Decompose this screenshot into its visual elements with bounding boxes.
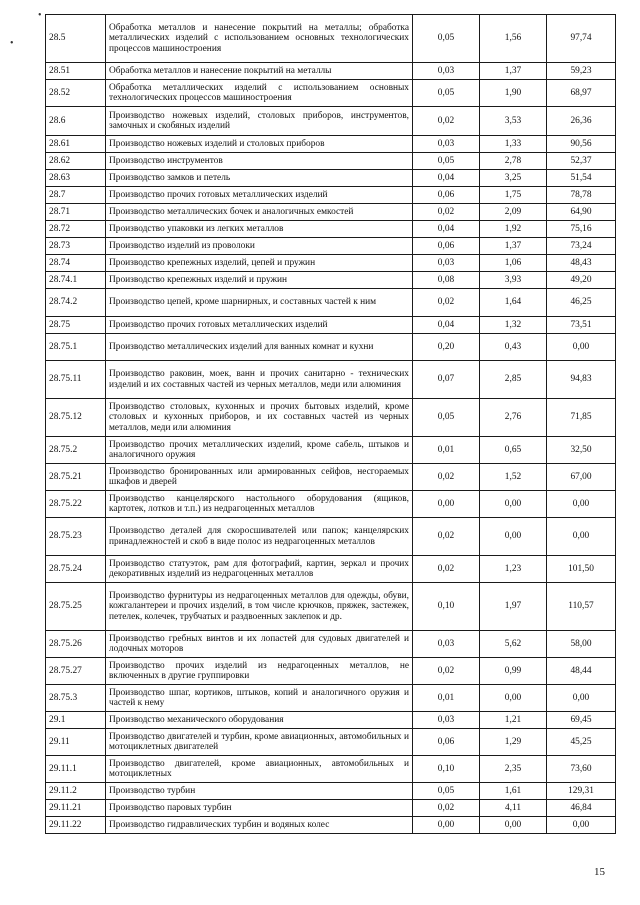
row-name: Производство металлических изделий для ванных комнат и кухни [106, 334, 413, 361]
row-code: 29.11.21 [46, 800, 106, 817]
table-row [46, 170, 616, 187]
row-value-3: 0,00 [547, 817, 616, 834]
row-value-2: 1,61 [480, 783, 547, 800]
row-code: 28.75.24 [46, 556, 106, 583]
row-value-2: 1,33 [480, 136, 547, 153]
row-value-2: 1,75 [480, 187, 547, 204]
row-value-1: 0,03 [413, 712, 480, 729]
table-row [46, 756, 616, 783]
row-code: 28.75 [46, 317, 106, 334]
table-row [46, 685, 616, 712]
row-value-2: 1,06 [480, 255, 547, 272]
row-name: Производство крепежных изделий, цепей и пружин [106, 255, 413, 272]
row-value-2: 2,76 [480, 399, 547, 437]
table-row [46, 317, 616, 334]
table-row [46, 399, 616, 437]
row-value-2: 1,56 [480, 15, 547, 63]
table-row [46, 464, 616, 491]
row-name: Производство цепей, кроме шарнирных, и составных частей к ним [106, 289, 413, 317]
row-value-3: 73,51 [547, 317, 616, 334]
row-value-3: 75,16 [547, 221, 616, 238]
row-name: Обработка металлов и нанесение покрытий на металлы [106, 63, 413, 80]
row-value-3: 46,25 [547, 289, 616, 317]
table-row [46, 556, 616, 583]
table-body [46, 15, 616, 834]
row-value-1: 0,06 [413, 238, 480, 255]
row-value-3: 51,54 [547, 170, 616, 187]
row-value-1: 0,02 [413, 289, 480, 317]
row-value-2: 2,35 [480, 756, 547, 783]
row-value-2: 1,37 [480, 63, 547, 80]
row-value-3: 90,56 [547, 136, 616, 153]
table-row [46, 255, 616, 272]
row-value-3: 0,00 [547, 334, 616, 361]
row-code: 28.51 [46, 63, 106, 80]
row-value-3: 101,50 [547, 556, 616, 583]
row-code: 29.11.2 [46, 783, 106, 800]
row-value-2: 2,09 [480, 204, 547, 221]
row-name: Производство ножевых изделий и столовых приборов [106, 136, 413, 153]
row-value-3: 45,25 [547, 729, 616, 756]
row-name: Производство замков и петель [106, 170, 413, 187]
row-value-2: 3,25 [480, 170, 547, 187]
table-row [46, 153, 616, 170]
table-row [46, 817, 616, 834]
row-name: Производство прочих готовых металлических изделий [106, 317, 413, 334]
row-value-1: 0,01 [413, 437, 480, 464]
row-value-1: 0,20 [413, 334, 480, 361]
table-row [46, 658, 616, 685]
row-code: 28.75.25 [46, 583, 106, 631]
row-value-3: 73,60 [547, 756, 616, 783]
row-code: 28.75.1 [46, 334, 106, 361]
row-code: 29.11 [46, 729, 106, 756]
table-row [46, 107, 616, 136]
table-row [46, 783, 616, 800]
row-value-2: 0,00 [480, 685, 547, 712]
row-value-3: 52,37 [547, 153, 616, 170]
row-value-1: 0,05 [413, 15, 480, 63]
row-value-2: 1,52 [480, 464, 547, 491]
row-name: Производство двигателей, кроме авиационных, автомобильных и мотоциклетных [106, 756, 413, 783]
table-row [46, 204, 616, 221]
row-code: 28.5 [46, 15, 106, 63]
table-row [46, 187, 616, 204]
row-name: Производство прочих готовых металлических изделий [106, 187, 413, 204]
row-value-3: 73,24 [547, 238, 616, 255]
row-value-3: 58,00 [547, 631, 616, 658]
row-code: 28.72 [46, 221, 106, 238]
row-value-3: 59,23 [547, 63, 616, 80]
row-code: 28.73 [46, 238, 106, 255]
row-value-2: 0,99 [480, 658, 547, 685]
row-value-3: 48,44 [547, 658, 616, 685]
row-value-2: 5,62 [480, 631, 547, 658]
row-code: 28.6 [46, 107, 106, 136]
row-value-2: 1,21 [480, 712, 547, 729]
row-value-3: 0,00 [547, 518, 616, 556]
row-value-3: 94,83 [547, 361, 616, 399]
row-code: 28.75.23 [46, 518, 106, 556]
row-value-1: 0,02 [413, 658, 480, 685]
row-value-2: 1,92 [480, 221, 547, 238]
row-value-2: 2,78 [480, 153, 547, 170]
page-number: 15 [594, 866, 605, 878]
table-row [46, 583, 616, 631]
row-value-3: 67,00 [547, 464, 616, 491]
row-value-1: 0,03 [413, 631, 480, 658]
row-value-1: 0,02 [413, 204, 480, 221]
row-code: 29.11.1 [46, 756, 106, 783]
row-value-1: 0,02 [413, 518, 480, 556]
row-value-1: 0,03 [413, 255, 480, 272]
row-value-1: 0,00 [413, 817, 480, 834]
table-row [46, 289, 616, 317]
row-value-2: 1,29 [480, 729, 547, 756]
row-name: Производство раковин, моек, ванн и прочих санитарно - технических изделий и их составных частей из черных металлов, меди или алюминия [106, 361, 413, 399]
row-value-1: 0,08 [413, 272, 480, 289]
row-code: 28.63 [46, 170, 106, 187]
row-code: 28.75.22 [46, 491, 106, 518]
table-row [46, 334, 616, 361]
row-value-3: 48,43 [547, 255, 616, 272]
row-code: 28.74.1 [46, 272, 106, 289]
row-name: Производство упаковки из легких металлов [106, 221, 413, 238]
row-value-3: 97,74 [547, 15, 616, 63]
row-value-3: 32,50 [547, 437, 616, 464]
row-name: Производство металлических бочек и аналогичных емкостей [106, 204, 413, 221]
row-value-2: 0,00 [480, 518, 547, 556]
row-value-2: 2,85 [480, 361, 547, 399]
table-row [46, 238, 616, 255]
table-row [46, 729, 616, 756]
row-code: 28.62 [46, 153, 106, 170]
row-name: Производство деталей для скоросшивателей или папок; канцелярских принадлежностей и скоб в виде полос из недрагоценных металлов [106, 518, 413, 556]
row-name: Производство инструментов [106, 153, 413, 170]
row-value-3: 0,00 [547, 685, 616, 712]
row-code: 28.75.26 [46, 631, 106, 658]
row-value-1: 0,03 [413, 136, 480, 153]
row-name: Производство фурнитуры из недрагоценных металлов для одежды, обуви, кожгалантереи и прочих изделий, в том числе крючков, пряжек, застежек, петелек, колечек, трубчатых и раздвоенных заклепок и др. [106, 583, 413, 631]
indicator-table [45, 14, 616, 834]
row-name: Производство изделий из проволоки [106, 238, 413, 255]
row-value-2: 1,90 [480, 80, 547, 107]
row-value-2: 0,00 [480, 817, 547, 834]
row-value-1: 0,05 [413, 783, 480, 800]
row-name: Производство прочих изделий из недрагоценных металлов, не включенных в другие группировки [106, 658, 413, 685]
row-code: 28.74 [46, 255, 106, 272]
row-value-1: 0,05 [413, 153, 480, 170]
row-value-3: 46,84 [547, 800, 616, 817]
row-value-1: 0,02 [413, 556, 480, 583]
row-value-1: 0,10 [413, 756, 480, 783]
row-code: 28.75.11 [46, 361, 106, 399]
row-value-2: 0,43 [480, 334, 547, 361]
row-value-1: 0,00 [413, 491, 480, 518]
row-code: 29.11.22 [46, 817, 106, 834]
row-value-1: 0,06 [413, 729, 480, 756]
row-value-2: 1,23 [480, 556, 547, 583]
row-name: Производство шпаг, кортиков, штыков, копий и аналогичного оружия и частей к нему [106, 685, 413, 712]
row-value-1: 0,07 [413, 361, 480, 399]
row-code: 28.75.21 [46, 464, 106, 491]
row-value-2: 4,11 [480, 800, 547, 817]
row-code: 28.71 [46, 204, 106, 221]
table-row [46, 15, 616, 63]
row-value-3: 110,57 [547, 583, 616, 631]
row-code: 29.1 [46, 712, 106, 729]
row-code: 28.52 [46, 80, 106, 107]
row-code: 28.75.2 [46, 437, 106, 464]
row-value-2: 3,93 [480, 272, 547, 289]
table-row [46, 491, 616, 518]
table-row [46, 712, 616, 729]
row-name: Производство паровых турбин [106, 800, 413, 817]
row-code: 28.61 [46, 136, 106, 153]
row-name: Производство крепежных изделий и пружин [106, 272, 413, 289]
scan-dot-left: • [10, 38, 14, 49]
table-row [46, 63, 616, 80]
row-value-2: 1,97 [480, 583, 547, 631]
row-name: Обработка металлов и нанесение покрытий на металлы; обработка металлических изделий с использованием основных технологических процессов машиностроения [106, 15, 413, 63]
row-code: 28.75.3 [46, 685, 106, 712]
row-value-1: 0,02 [413, 107, 480, 136]
table-row [46, 221, 616, 238]
row-value-3: 68,97 [547, 80, 616, 107]
row-value-1: 0,04 [413, 170, 480, 187]
row-value-1: 0,05 [413, 80, 480, 107]
row-value-1: 0,10 [413, 583, 480, 631]
row-value-1: 0,03 [413, 63, 480, 80]
row-value-2: 0,00 [480, 491, 547, 518]
row-value-2: 1,32 [480, 317, 547, 334]
scan-dot-top: • [38, 10, 42, 21]
row-value-1: 0,01 [413, 685, 480, 712]
row-value-3: 49,20 [547, 272, 616, 289]
row-value-3: 69,45 [547, 712, 616, 729]
row-value-2: 3,53 [480, 107, 547, 136]
row-value-3: 129,31 [547, 783, 616, 800]
row-value-1: 0,05 [413, 399, 480, 437]
row-value-1: 0,02 [413, 800, 480, 817]
row-code: 28.75.27 [46, 658, 106, 685]
table-row [46, 136, 616, 153]
row-name: Производство гребных винтов и их лопастей для судовых двигателей и лодочных моторов [106, 631, 413, 658]
row-name: Производство гидравлических турбин и водяных колес [106, 817, 413, 834]
row-value-1: 0,04 [413, 317, 480, 334]
row-name: Производство статуэток, рам для фотографий, картин, зеркал и прочих декоративных изделий из недрагоценных металлов [106, 556, 413, 583]
row-code: 28.7 [46, 187, 106, 204]
row-name: Производство механического оборудования [106, 712, 413, 729]
row-value-2: 1,37 [480, 238, 547, 255]
row-name: Производство канцелярского настольного оборудования (ящиков, картотек, лотков и т.п.) из недрагоценных металлов [106, 491, 413, 518]
row-value-1: 0,02 [413, 464, 480, 491]
row-name: Обработка металлических изделий с использованием основных технологических процессов машиностроения [106, 80, 413, 107]
table-row [46, 800, 616, 817]
row-value-3: 26,36 [547, 107, 616, 136]
row-value-1: 0,04 [413, 221, 480, 238]
row-value-3: 78,78 [547, 187, 616, 204]
row-code: 28.75.12 [46, 399, 106, 437]
table-row [46, 361, 616, 399]
table-row [46, 518, 616, 556]
row-name: Производство турбин [106, 783, 413, 800]
row-code: 28.74.2 [46, 289, 106, 317]
row-value-3: 64,90 [547, 204, 616, 221]
row-name: Производство ножевых изделий, столовых приборов, инструментов, замочных и скобяных изделий [106, 107, 413, 136]
table-row [46, 272, 616, 289]
row-value-3: 71,85 [547, 399, 616, 437]
row-name: Производство столовых, кухонных и прочих бытовых изделий, кроме столовых и кухонных приборов, и их составных частей из черных металлов, меди или алюминия [106, 399, 413, 437]
row-value-2: 0,65 [480, 437, 547, 464]
row-value-1: 0,06 [413, 187, 480, 204]
row-name: Производство прочих металлических изделий, кроме сабель, штыков и аналогичного оружия [106, 437, 413, 464]
row-name: Производство двигателей и турбин, кроме авиационных, автомобильных и мотоциклетных двигателей [106, 729, 413, 756]
table-row [46, 80, 616, 107]
table-row [46, 437, 616, 464]
row-name: Производство бронированных или армированных сейфов, несгораемых шкафов и дверей [106, 464, 413, 491]
row-value-2: 1,64 [480, 289, 547, 317]
row-value-3: 0,00 [547, 491, 616, 518]
table-row [46, 631, 616, 658]
